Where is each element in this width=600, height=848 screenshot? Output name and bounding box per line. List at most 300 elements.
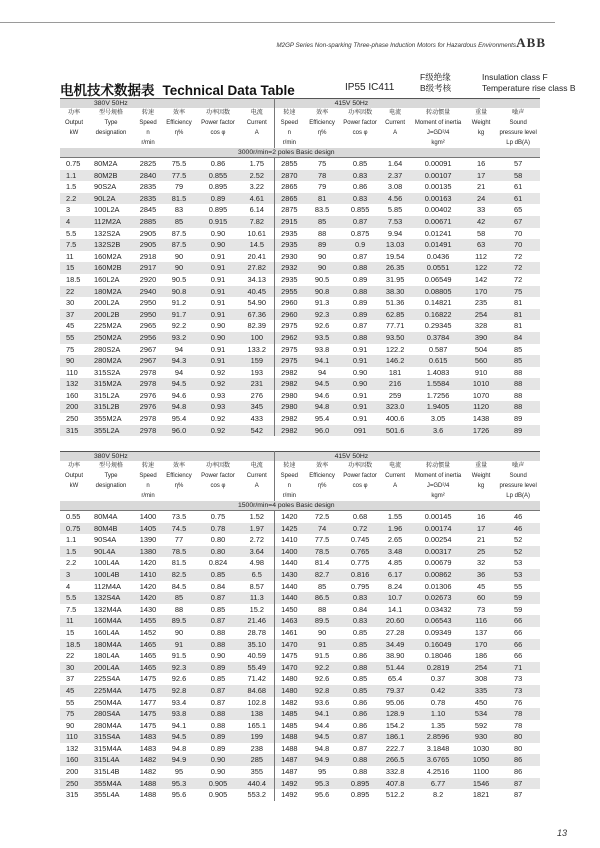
- table-cell: 0.824: [208, 558, 228, 568]
- table-cell: 80M2A: [94, 159, 118, 168]
- table-cell: 85: [162, 216, 196, 228]
- table-cell: 225S4A: [94, 674, 121, 684]
- table-cell: 92.6: [171, 674, 187, 684]
- table-cell: 1050: [466, 754, 496, 766]
- column-header: n: [287, 130, 291, 136]
- table-row: [60, 228, 540, 240]
- table-cell: 78: [514, 720, 523, 730]
- table-cell: 6.17: [380, 569, 410, 581]
- table-cell: 1821: [472, 790, 490, 800]
- column-header: kW: [69, 130, 79, 136]
- table-cell: 80: [496, 731, 540, 743]
- table-cell: 88: [174, 604, 184, 614]
- table-cell: 1465: [139, 651, 157, 661]
- table-cell: 90.5: [171, 274, 187, 284]
- column-header: 功率因数: [348, 463, 373, 469]
- table-cell: 0.14821: [424, 298, 452, 308]
- table-cell: 94.8: [162, 401, 196, 413]
- table-cell: 96.0: [162, 425, 196, 437]
- table-cell: 93.8: [162, 708, 196, 720]
- table-cell: 80: [514, 743, 523, 753]
- table-cell: 92.6: [314, 321, 330, 331]
- table-row: [60, 355, 540, 367]
- table-cell: 0.16822: [410, 309, 466, 321]
- table-cell: 0.80: [196, 546, 240, 558]
- column-header: 功率: [67, 463, 80, 469]
- column-header: 噪声: [512, 110, 525, 116]
- table-cell: 24: [466, 193, 496, 205]
- table-cell: 199: [240, 731, 274, 743]
- table-cell: 2932: [274, 262, 304, 274]
- table-cell: 7.82: [240, 216, 274, 228]
- column-header: [466, 138, 496, 148]
- table-cell: 2875: [281, 205, 298, 215]
- table-cell: 1.5584: [410, 378, 466, 390]
- column-header: [340, 491, 380, 501]
- table-row: [60, 413, 540, 425]
- table-cell: 51.44: [380, 662, 410, 674]
- table-cell: 86.5: [304, 592, 340, 604]
- table-cell: 31.95: [385, 274, 405, 284]
- table-cell: 335: [466, 685, 496, 697]
- table-cell: 0.745: [350, 535, 370, 545]
- table-cell: 45: [60, 685, 88, 697]
- column-header: [196, 138, 240, 148]
- table-cell: 1450: [281, 604, 298, 614]
- table-cell: 94.4: [314, 720, 330, 730]
- table-cell: 315M2A: [88, 378, 134, 390]
- column-header: 转速: [141, 463, 154, 469]
- table-row: [60, 720, 540, 732]
- column-header: [60, 138, 88, 148]
- table-cell: 0.01491: [410, 239, 466, 251]
- design-label: 1500r/min=4 poles Basic design: [60, 501, 540, 511]
- series-caption: M2GP Series Non-sparking Three-phase Induction Motors for Hazardous Environments: [276, 42, 516, 49]
- table-cell: 0.93: [210, 390, 226, 400]
- column-header: 电流: [389, 463, 402, 469]
- table-cell: 0.615: [410, 355, 466, 367]
- column-header: 效率: [316, 110, 329, 116]
- column-header: cos φ: [210, 483, 226, 489]
- voltage-415-label: 415V 50Hz: [274, 99, 540, 109]
- table-cell: 0.00671: [410, 216, 466, 228]
- column-header: Weight: [471, 120, 491, 126]
- table-row: [60, 627, 540, 639]
- table-cell: 6.5: [240, 569, 274, 581]
- voltage-415-label: 415V 50Hz: [274, 452, 540, 462]
- table-cell: 85: [304, 216, 340, 228]
- table-cell: 22: [66, 651, 75, 661]
- table-cell: 22: [60, 286, 88, 298]
- table-cell: 45: [476, 581, 486, 591]
- table-cell: 53: [496, 569, 540, 581]
- table-cell: 132: [66, 743, 79, 753]
- table-row: [60, 204, 540, 216]
- table-cell: 0.00254: [424, 535, 452, 545]
- table-cell: 1482: [134, 754, 162, 766]
- table-cell: 160M4A: [88, 615, 134, 627]
- table-row: [60, 546, 540, 558]
- table-cell: 2978: [134, 425, 162, 437]
- table-cell: 0.72: [340, 523, 380, 535]
- table-cell: 1482: [139, 767, 157, 777]
- table-cell: 0.83: [340, 615, 380, 627]
- table-cell: 3: [66, 205, 71, 215]
- table-cell: 92.6: [314, 674, 330, 684]
- column-header: Power factor: [201, 120, 235, 126]
- table-cell: 83: [174, 205, 184, 215]
- table-cell: 15: [66, 627, 75, 637]
- table-cell: 355M4A: [88, 778, 134, 790]
- table-cell: 94.1: [304, 355, 340, 367]
- table-row: [60, 378, 540, 390]
- page-number: 13: [556, 828, 567, 838]
- column-header: J=GD²/4: [426, 483, 450, 489]
- table-cell: 0.86: [340, 708, 380, 720]
- table-cell: 76: [514, 697, 523, 707]
- table-cell: 80M4B: [88, 523, 134, 535]
- table-cell: 21: [476, 535, 486, 545]
- table-cell: 0.29345: [424, 321, 452, 331]
- table-cell: 1400: [139, 512, 157, 521]
- table-cell: 1100: [473, 767, 490, 777]
- table-cell: 0.00163: [410, 193, 466, 205]
- table-cell: 94.9: [162, 754, 196, 766]
- table-cell: 285: [240, 754, 274, 766]
- table-cell: 91.5: [314, 651, 330, 661]
- table-cell: 2975: [274, 355, 304, 367]
- table-cell: 450: [474, 697, 488, 707]
- column-header: kgm²: [431, 493, 445, 499]
- column-header: 电流: [240, 108, 274, 118]
- table-row: [60, 274, 540, 286]
- table-cell: 2978: [134, 378, 162, 390]
- table-cell: 90: [174, 627, 184, 637]
- table-cell: 0.91: [340, 355, 380, 367]
- table-cell: 91.5: [171, 651, 187, 661]
- table-cell: 89: [496, 425, 540, 437]
- table-cell: 1.55: [387, 512, 403, 521]
- table-cell: 81: [496, 309, 540, 321]
- table-cell: 0.91: [210, 298, 226, 308]
- table-cell: 52: [496, 546, 540, 558]
- table-cell: 75: [60, 708, 88, 720]
- table-row: [60, 569, 540, 581]
- table-cell: 0.83: [340, 592, 380, 604]
- table-cell: 40.45: [240, 286, 274, 298]
- table-cell: 091: [340, 425, 380, 437]
- table-cell: 38.90: [385, 651, 405, 661]
- table-cell: 94: [174, 367, 184, 377]
- table-row: [60, 685, 540, 697]
- table-row: [60, 390, 540, 402]
- table-cell: 3.1848: [426, 743, 450, 753]
- table-cell: 3.08: [387, 182, 403, 192]
- table-cell: 93.5: [304, 332, 340, 344]
- table-cell: 0.55: [66, 512, 81, 521]
- table-cell: 2980: [281, 390, 298, 400]
- table-cell: 0.78: [430, 697, 446, 707]
- table-cell: 0.92: [196, 425, 240, 437]
- table-cell: 82.7: [304, 569, 340, 581]
- column-header: A: [393, 483, 398, 489]
- column-header: Speed: [139, 120, 157, 126]
- table-cell: 90L4A: [88, 546, 134, 558]
- voltage-380-label: 380V 50Hz: [60, 452, 274, 462]
- table-cell: 110: [66, 367, 78, 377]
- table-row: [60, 615, 540, 627]
- column-header: J=GD²/4: [426, 130, 450, 136]
- table-cell: 58: [496, 170, 540, 182]
- column-header: Moment of inertia: [414, 473, 462, 479]
- header-row-en1: [60, 118, 540, 128]
- table-cell: 5.85: [387, 205, 403, 215]
- table-cell: 116: [466, 615, 496, 627]
- table-cell: 930: [466, 731, 496, 743]
- column-header: 重量: [475, 110, 488, 116]
- table-cell: 0.89: [352, 274, 368, 284]
- table-cell: 16: [476, 512, 486, 521]
- table-cell: 10.61: [240, 228, 274, 240]
- table-cell: 94.5: [304, 378, 340, 390]
- table-cell: 82.5: [162, 569, 196, 581]
- table-cell: 0.88: [210, 627, 226, 637]
- table-cell: 1488: [134, 778, 162, 790]
- table-cell: 100L4B: [88, 569, 134, 581]
- column-header: Speed: [280, 120, 298, 126]
- table-cell: 2956: [134, 332, 162, 344]
- table-cell: 1120: [466, 401, 496, 413]
- table-cell: 0.86: [352, 182, 368, 192]
- table-cell: 21.46: [240, 615, 274, 627]
- table-cell: 200: [66, 767, 79, 777]
- table-cell: 1420: [139, 558, 157, 568]
- table-cell: 91: [162, 639, 196, 651]
- column-header: Lp dB(A): [506, 493, 530, 499]
- table-cell: 0.90: [210, 767, 226, 777]
- table-cell: 90L2A: [88, 193, 134, 205]
- table-cell: 0.88: [196, 708, 240, 720]
- table-cell: 0.89: [196, 731, 240, 743]
- table-cell: 55: [514, 581, 523, 591]
- table-cell: 132S2B: [88, 239, 134, 251]
- table-cell: 138: [240, 708, 274, 720]
- table-cell: 72: [496, 262, 540, 274]
- table-cell: 132S4A: [88, 592, 134, 604]
- table-cell: 0.37: [430, 674, 446, 684]
- column-header: [88, 138, 134, 148]
- table-cell: 1480: [274, 685, 304, 697]
- table-cell: 92.3: [162, 662, 196, 674]
- table-cell: 2940: [134, 286, 162, 298]
- table-cell: 0.89: [196, 193, 240, 205]
- table-row: [60, 650, 540, 662]
- table-cell: 1492: [274, 778, 304, 790]
- table-cell: 93.6: [314, 697, 330, 707]
- column-header: η%: [174, 130, 184, 136]
- column-header: Sound: [509, 120, 527, 126]
- table-cell: 390: [466, 332, 496, 344]
- table-cell: 355L2A: [88, 425, 134, 437]
- table-row: [60, 662, 540, 674]
- table-cell: 2.8596: [410, 731, 466, 743]
- table-cell: 91.3: [314, 298, 330, 308]
- table-row: [60, 193, 540, 205]
- table-cell: 87: [514, 790, 523, 800]
- column-header: 效率: [172, 463, 185, 469]
- table-cell: 53: [514, 558, 523, 568]
- table-cell: 1425: [274, 523, 304, 535]
- table-cell: 910: [474, 367, 488, 377]
- table-cell: 86: [514, 767, 523, 777]
- table-cell: 0.88: [340, 662, 380, 674]
- table-cell: 254: [466, 662, 496, 674]
- table-cell: 93.50: [380, 332, 410, 344]
- table-cell: 94.6: [171, 390, 187, 400]
- table-cell: 88: [317, 228, 327, 238]
- column-header: 功率因数: [205, 110, 230, 116]
- column-header: 重量: [475, 463, 488, 469]
- table-cell: 0.89: [196, 662, 240, 674]
- column-header: [380, 138, 410, 148]
- table-cell: 95.3: [162, 778, 196, 790]
- table-cell: 92.8: [162, 685, 196, 697]
- column-header: 功率因数: [205, 463, 230, 469]
- table-row: [60, 332, 540, 344]
- column-header: designation: [95, 130, 127, 136]
- table-cell: 0.02673: [410, 592, 466, 604]
- column-header: Current: [385, 120, 406, 126]
- table-cell: 142: [474, 274, 488, 284]
- table-cell: 89.5: [162, 615, 196, 627]
- table-cell: 0.84: [352, 604, 368, 614]
- table-cell: 2935: [281, 274, 298, 284]
- table-cell: 6.14: [240, 204, 274, 216]
- table-cell: 19.54: [385, 251, 405, 261]
- table-cell: 90S2A: [94, 182, 117, 192]
- table-cell: 81.4: [314, 558, 330, 568]
- table-cell: 16: [476, 159, 486, 168]
- table-cell: 280M4A: [94, 720, 122, 730]
- table-cell: 542: [240, 425, 274, 437]
- table-cell: 308: [474, 674, 488, 684]
- table-cell: 5.5: [66, 228, 77, 238]
- table-row: [60, 639, 540, 651]
- table-row: [60, 789, 540, 801]
- table-cell: 0.75: [60, 523, 88, 535]
- table-cell: 1475: [134, 708, 162, 720]
- table-cell: 259: [388, 390, 402, 400]
- column-header: 噪声: [512, 463, 525, 469]
- table-cell: 1.1: [60, 170, 88, 182]
- column-header: Lp dB(A): [506, 140, 530, 146]
- table-cell: 2982: [274, 378, 304, 390]
- column-header: 功率因数: [348, 110, 373, 116]
- table-cell: 100: [240, 332, 274, 344]
- column-header: Output: [64, 120, 83, 126]
- table-cell: 2950: [139, 298, 157, 308]
- table-cell: 1485: [281, 720, 298, 730]
- table-cell: 10.7: [380, 592, 410, 604]
- table-cell: 235: [474, 298, 488, 308]
- table-cell: 200: [60, 401, 88, 413]
- table-cell: 2.52: [240, 170, 274, 182]
- table-cell: 1492: [281, 790, 298, 800]
- table-cell: 4.2516: [426, 767, 450, 777]
- table-cell: 355: [240, 766, 274, 778]
- table-cell: 1.5: [60, 546, 88, 558]
- table-cell: 323.0: [380, 401, 410, 413]
- table-cell: 100L2A: [94, 205, 120, 215]
- column-header: cos φ: [352, 483, 368, 489]
- table-cell: 0.895: [350, 790, 370, 800]
- column-header: η%: [174, 483, 184, 489]
- table-cell: 67: [496, 216, 540, 228]
- table-cell: 3.48: [380, 546, 410, 558]
- table-cell: 11.3: [240, 592, 274, 604]
- table-cell: 77.5: [162, 170, 196, 182]
- table-cell: 78: [496, 708, 540, 720]
- table-cell: 0.00107: [410, 170, 466, 182]
- table-cell: 250M4A: [94, 697, 122, 707]
- table-cell: 3.6: [410, 425, 466, 437]
- table-cell: 0.68: [352, 512, 368, 521]
- table-cell: 160M2B: [88, 262, 134, 274]
- voltage-380-label: 380V 50Hz: [60, 99, 274, 109]
- table-row: [60, 262, 540, 274]
- table-cell: 0.42: [410, 685, 466, 697]
- table-cell: 0.85: [340, 685, 380, 697]
- table-cell: 77.5: [314, 535, 330, 545]
- column-header: Power factor: [201, 473, 235, 479]
- table-cell: 0.91: [352, 390, 368, 400]
- table-cell: 86: [496, 754, 540, 766]
- table-cell: 1475: [134, 685, 162, 697]
- table-cell: 0.88: [340, 754, 380, 766]
- column-header: Type: [104, 473, 118, 479]
- table-cell: 132M4A: [94, 604, 122, 614]
- table-cell: 0.88: [196, 639, 240, 651]
- table-cell: 0.90: [352, 367, 368, 377]
- table-cell: 1.75: [240, 158, 274, 170]
- table-cell: 1488: [274, 731, 304, 743]
- table-row: [60, 344, 540, 356]
- table-cell: 95: [174, 767, 184, 777]
- table-cell: 1440: [281, 558, 298, 568]
- table-cell: 2920: [139, 274, 157, 284]
- column-header: Speed: [280, 473, 298, 479]
- table-cell: 0.87: [352, 251, 368, 261]
- table-cell: 1485: [274, 708, 304, 720]
- table-cell: 90S4A: [94, 535, 117, 545]
- table-cell: 0.86: [352, 720, 368, 730]
- table-cell: 0.90: [210, 228, 226, 238]
- data-table-4-pole: [60, 451, 540, 801]
- table-cell: 89: [304, 239, 340, 251]
- table-cell: 73: [514, 674, 523, 684]
- table-cell: 2960: [281, 298, 298, 308]
- table-cell: 74: [304, 523, 340, 535]
- table-cell: 2935: [274, 239, 304, 251]
- table-cell: 0.00174: [410, 523, 466, 535]
- table-cell: 4: [66, 581, 71, 591]
- table-cell: 1475: [139, 674, 157, 684]
- table-cell: 94.6: [314, 390, 330, 400]
- table-row: [60, 557, 540, 569]
- insulation-en-1: Insulation class F: [482, 72, 548, 82]
- column-header: Efficiency: [166, 120, 192, 126]
- table-cell: 0.92: [210, 414, 226, 424]
